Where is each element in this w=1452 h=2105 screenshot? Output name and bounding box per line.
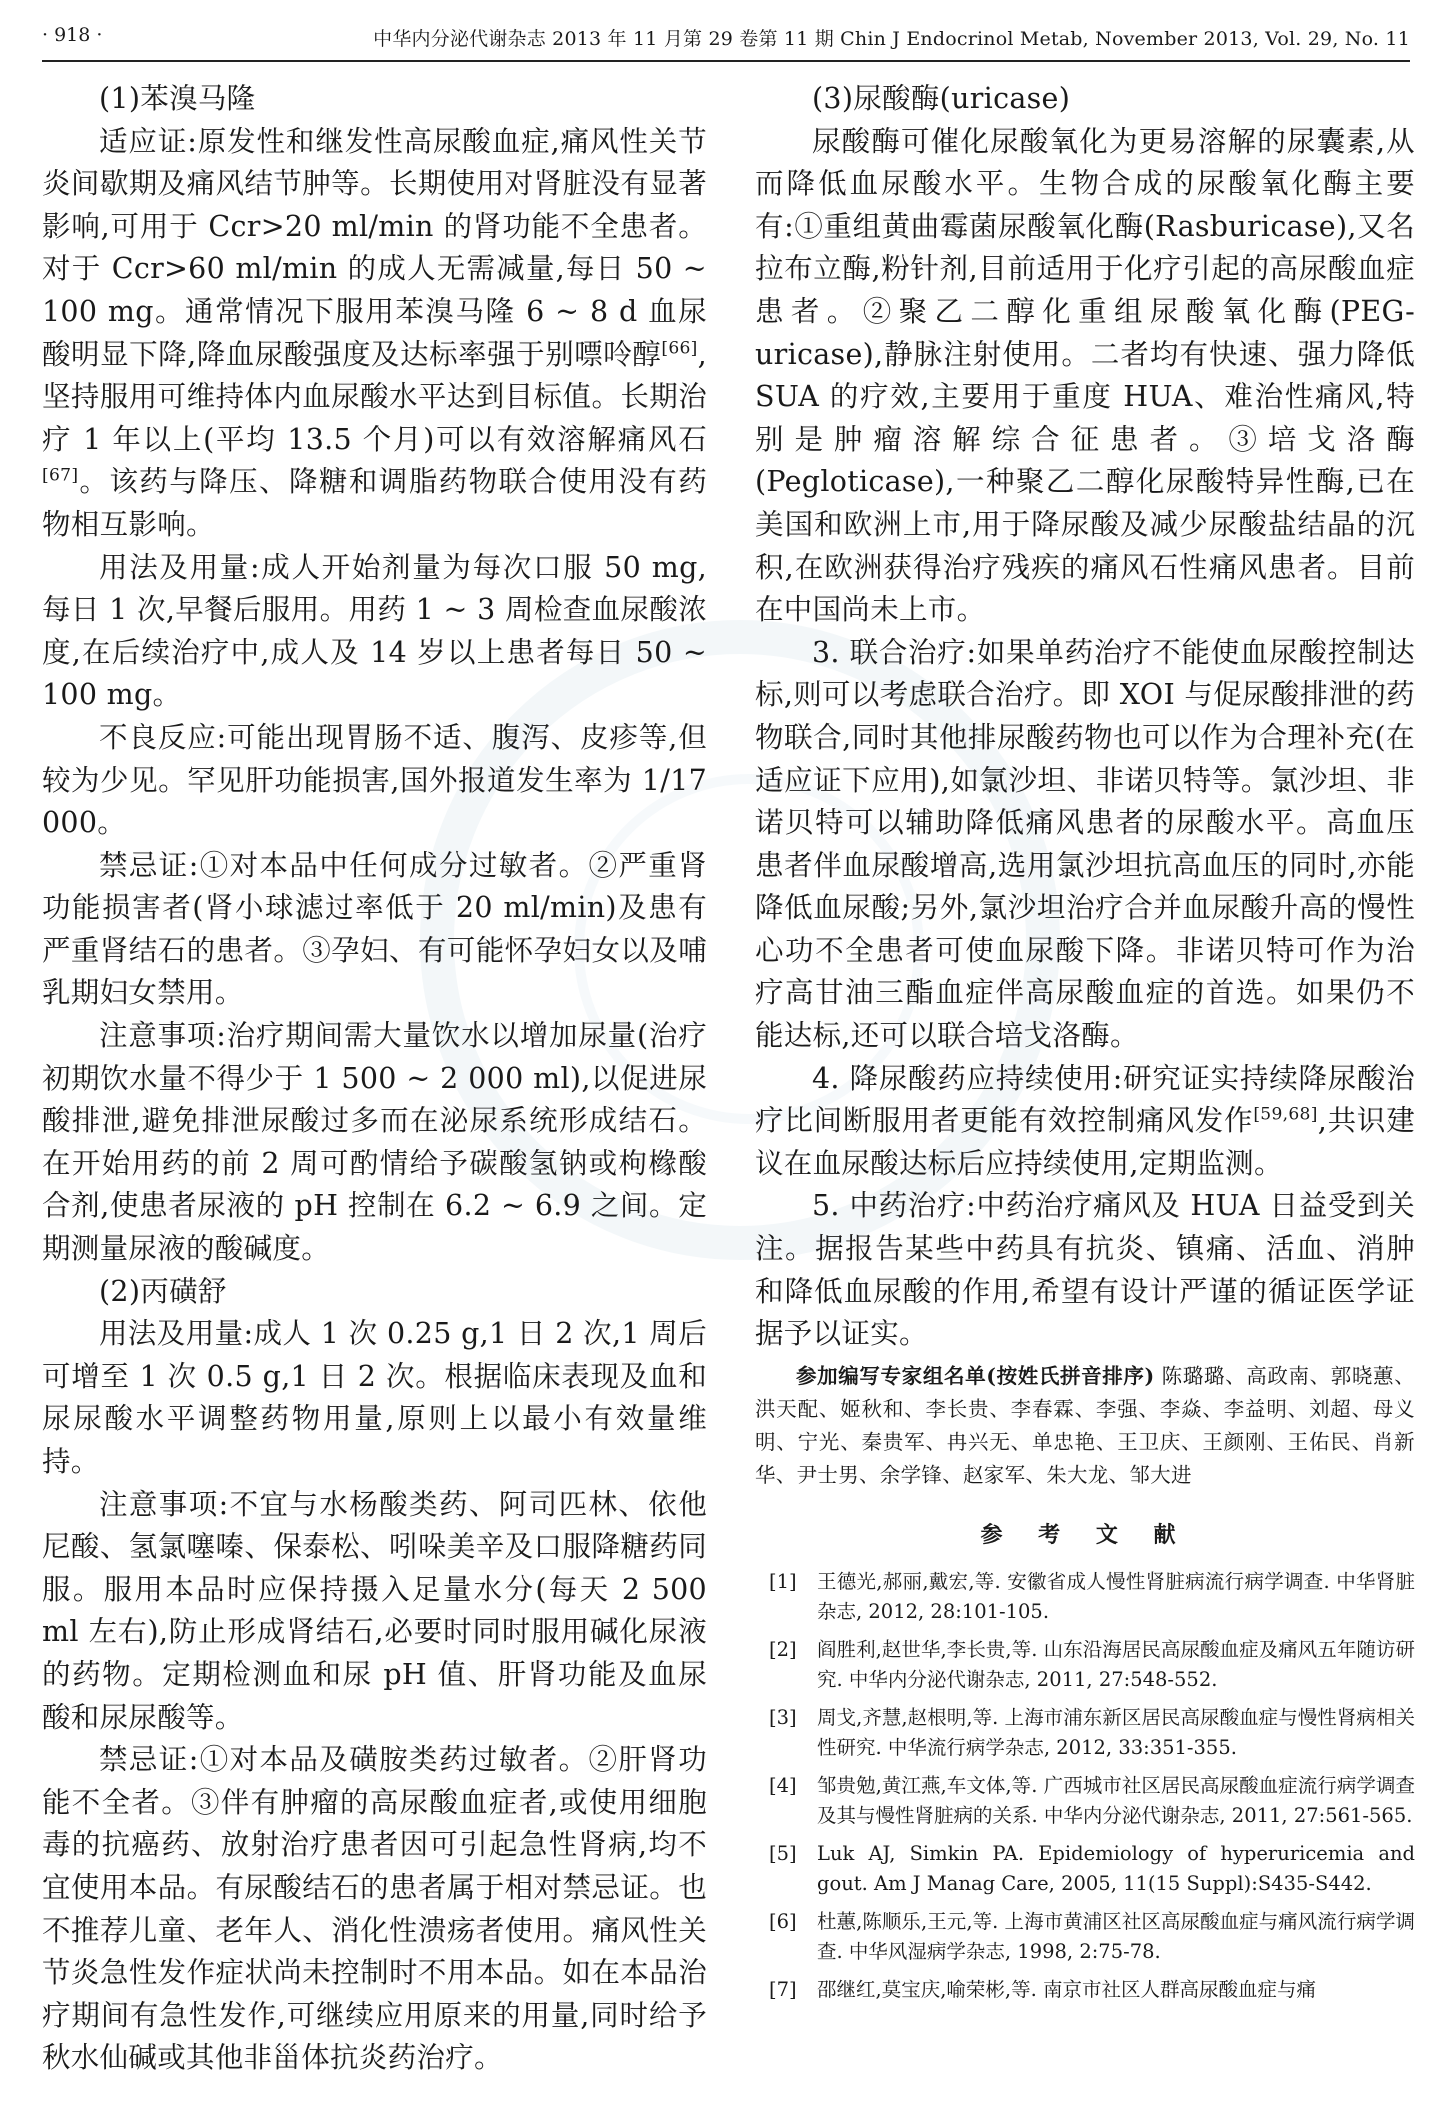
citation-59-68[interactable]: [59,68] bbox=[1253, 1104, 1318, 1125]
left-column bbox=[42, 78, 707, 2080]
reference-number: [5] bbox=[769, 1841, 797, 1865]
reference-text: 阎胜利,赵世华,李长贵,等. 山东沿海居民高尿酸血症及痛风五年随访研究. 中华内分泌代谢杂志, 2011, 27:548-552. bbox=[817, 1637, 1415, 1692]
reference-item bbox=[755, 1839, 1415, 1900]
reference-number: [1] bbox=[769, 1569, 797, 1593]
section-heading-benzbromarone: (1)苯溴马隆 bbox=[99, 82, 256, 115]
references-heading: 参 考 文 献 bbox=[980, 1521, 1190, 1548]
reference-text: 邵继红,莫宝庆,喻荣彬,等. 南京市社区人群高尿酸血症与痛 bbox=[817, 1977, 1316, 2001]
section-heading-probenecid: (2)丙磺舒 bbox=[99, 1274, 227, 1308]
paragraph-tcm-treatment: 5. 中药治疗:中药治疗痛风及 HUA 日益受到关注。据报告某些中药具有抗炎、镇痛、活血、消肿和降低血尿酸的作用,希望有设计严谨的循证医学证据予以证实。 bbox=[755, 1189, 1415, 1351]
section-heading-uricase: (3)尿酸酶(uricase) bbox=[812, 82, 1071, 115]
expert-group-names: 陈璐璐、高政南、郭晓蕙、洪天配、姬秋和、李长贵、李春霖、李强、李焱、李益明、刘超、母义明、宁光、秦贵军、冉兴无、单忠艳、王卫庆、王颜刚、王佑民、肖新华、尹士男、余学锋、赵家军、朱大龙、邹大进 bbox=[755, 1363, 1415, 1487]
paragraph-adverse-reactions: 不良反应:可能出现胃肠不适、腹泻、皮疹等,但较为少见。罕见肝功能损害,国外报道发生率为 1/17 000。 bbox=[42, 720, 707, 840]
reference-list bbox=[755, 1567, 1415, 2006]
reference-number: [3] bbox=[769, 1705, 797, 1729]
reference-number: [7] bbox=[769, 1977, 797, 2001]
reference-item bbox=[755, 1703, 1415, 1764]
paragraph-continuous-use-text-2: ,共识建议在血尿酸达标后应持续使用,定期监测。 bbox=[755, 1104, 1416, 1180]
paragraph-dosage: 用法及用量:成人开始剂量为每次口服 50 mg,每日 1 次,早餐后服用。用药 1 ~ 3 周检查血尿酸浓度,在后续治疗中,成人及 14 岁以上患者每日 50 ~ 100 mg。 bbox=[42, 550, 707, 712]
paragraph-contraindications: 禁忌证:①对本品中任何成分过敏者。②严重肾功能损害者(肾小球滤过率低于 20 ml/min)及患有严重肾结石的患者。③孕妇、有可能怀孕妇女以及哺乳期妇女禁用。 bbox=[42, 848, 707, 1010]
paragraph-precautions: 注意事项:治疗期间需大量饮水以增加尿量(治疗初期饮水量不得少于 1 500 ~ 2 000 ml),以促进尿酸排泄,避免排泄尿酸过多而在泌尿系统形成结石。在开始用药的前 2 周可酌情给予碳酸氢钠或枸橼酸合剂,使患者尿液的 pH 控制在 6.2 ~ 6.9 之间。定期测量尿液的酸碱度。 bbox=[42, 1019, 707, 1266]
paragraph-combination-therapy: 3. 联合治疗:如果单药治疗不能使血尿酸控制达标,则可以考虑联合治疗。即 XOI 与促尿酸排泄的药物联合,同时其他排尿酸药物也可以作为合理补充(在适应证下应用),如氯沙坦、非诺贝特等。氯沙坦、非诺贝特可以辅助降低痛风患者的尿酸水平。高血压患者伴血尿酸增高,选用氯沙坦抗高血压的同时,亦能降低血尿酸;另外,氯沙坦治疗合并血尿酸升高的慢性心功不全患者可使血尿酸下降。非诺贝特可作为治疗高甘油三酯血症伴高尿酸血症的首选。如果仍不能达标,还可以联合培戈洛酶。 bbox=[755, 635, 1415, 1053]
reference-number: [6] bbox=[769, 1909, 797, 1933]
paragraph-probenecid-contraindications: 禁忌证:①对本品及磺胺类药过敏者。②肝肾功能不全者。③伴有肿瘤的高尿酸血症者,或使用细胞毒的抗癌药、放射治疗患者因可引起急性肾病,均不宜使用本品。有尿酸结石的患者属于相对禁忌证。也不推荐儿童、老年人、消化性溃疡者使用。痛风性关节炎急性发作症状尚未控制时不用本品。如在本品治疗期间有急性发作,可继续应用原来的用量,同时给予秋水仙碱或其他非甾体抗炎药治疗。 bbox=[42, 1743, 707, 2075]
paragraph-indications-text-2: ,坚持服用可维持体内血尿酸水平达到目标值。长期治疗 1 年以上(平均 13.5 个月)可以有效溶解痛风石 bbox=[42, 337, 707, 456]
running-header bbox=[42, 22, 1410, 62]
paragraph-indications-text: 适应证:原发性和继发性高尿酸血症,痛风性关节炎间歇期及痛风结节肿等。长期使用对肾脏没有显著影响,可用于 Ccr>20 ml/min 的肾功能不全患者。对于 Ccr>60 ml/min 的成人无需减量,每日 50 ~ 100 mg。通常情况下服用苯溴马隆 6 ~ 8 d 血尿酸明显下降,降血尿酸强度及达标率强于别嘌呤醇 bbox=[42, 124, 707, 371]
reference-text: 邹贵勉,黄江燕,车文体,等. 广西城市社区居民高尿酸血症流行病学调查及其与慢性肾脏病的关系. 中华内分泌代谢杂志, 2011, 27:561-565. bbox=[817, 1773, 1415, 1828]
reference-item bbox=[755, 1975, 1415, 2006]
reference-text: Luk AJ, Simkin PA. Epidemiology of hyperuricemia and gout. Am J Manag Care, 2005, 11(15 Suppl):S435-S442. bbox=[817, 1841, 1415, 1896]
expert-group-list bbox=[755, 1360, 1415, 1492]
citation-67[interactable]: [67] bbox=[42, 465, 79, 486]
reference-item bbox=[755, 1567, 1415, 1628]
paragraph-continuous-use bbox=[755, 1058, 1415, 1186]
paragraph-indications-text-3: 。该药与降压、降糖和调脂药物联合使用没有药物相互影响。 bbox=[42, 465, 707, 541]
paragraph-probenecid-precautions: 注意事项:不宜与水杨酸类药、阿司匹林、依他尼酸、氢氯噻嗪、保泰松、吲哚美辛及口服降糖药同服。服用本品时应保持摄入足量水分(每天 2 500 ml 左右),防止形成肾结石,必要时同时服用碱化尿液的药物。定期检测血和尿 pH 值、肝肾功能及血尿酸和尿尿酸等。 bbox=[42, 1487, 707, 1734]
reference-text: 杜蕙,陈顺乐,王元,等. 上海市黄浦区社区高尿酸血症与痛风流行病学调查. 中华风湿病学杂志, 1998, 2:75-78. bbox=[817, 1909, 1415, 1964]
reference-item bbox=[755, 1771, 1415, 1832]
reference-item bbox=[755, 1635, 1415, 1696]
reference-text: 周戈,齐慧,赵根明,等. 上海市浦东新区居民高尿酸血症与慢性肾病相关性研究. 中华流行病学杂志, 2012, 33:351-355. bbox=[817, 1705, 1415, 1760]
paragraph-indications bbox=[42, 121, 707, 547]
paragraph-probenecid-dosage: 用法及用量:成人 1 次 0.25 g,1 日 2 次,1 周后可增至 1 次 0.5 g,1 日 2 次。根据临床表现及血和尿尿酸水平调整药物用量,原则上以最小有效量维持。 bbox=[42, 1317, 707, 1478]
right-column bbox=[755, 78, 1415, 2012]
paragraph-uricase: 尿酸酶可催化尿酸氧化为更易溶解的尿囊素,从而降低血尿酸水平。生物合成的尿酸氧化酶主要有:①重组黄曲霉菌尿酸氧化酶(Rasburicase),又名拉布立酶,粉针剂,目前适用于化疗引起的高尿酸血症患者。②聚乙二醇化重组尿酸氧化酶(PEG-uricase),静脉注射使用。二者均有快速、强力降低 SUA 的疗效,主要用于重度 HUA、难治性痛风,特别是肿瘤溶解综合征患者。③培戈洛酶(Pegloticase),一种聚乙二醇化尿酸特异性酶,已在美国和欧洲上市,用于降尿酸及减少尿酸盐结晶的沉积,在欧洲获得治疗残疾的痛风石性痛风患者。目前在中国尚未上市。 bbox=[755, 124, 1415, 627]
reference-number: [4] bbox=[769, 1773, 797, 1797]
expert-group-heading: 参加编写专家组名单(按姓氏拼音排序) bbox=[796, 1363, 1155, 1388]
page-number: · 918 · bbox=[42, 24, 103, 46]
reference-text: 王德光,郝丽,戴宏,等. 安徽省成人慢性肾脏病流行病学调查. 中华肾脏杂志, 2012, 28:101-105. bbox=[817, 1569, 1415, 1624]
reference-number: [2] bbox=[769, 1637, 797, 1661]
paragraph-continuous-use-text: 4. 降尿酸药应持续使用:研究证实持续降尿酸治疗比间断服用者更能有效控制痛风发作 bbox=[755, 1061, 1415, 1138]
reference-item bbox=[755, 1907, 1415, 1968]
citation-66[interactable]: [66] bbox=[661, 338, 698, 359]
journal-citation-line: 中华内分泌代谢杂志 2013 年 11 月第 29 卷第 11 期 Chin J Endocrinol Metab, November 2013, Vol. 29, No. 11 bbox=[373, 28, 1410, 50]
